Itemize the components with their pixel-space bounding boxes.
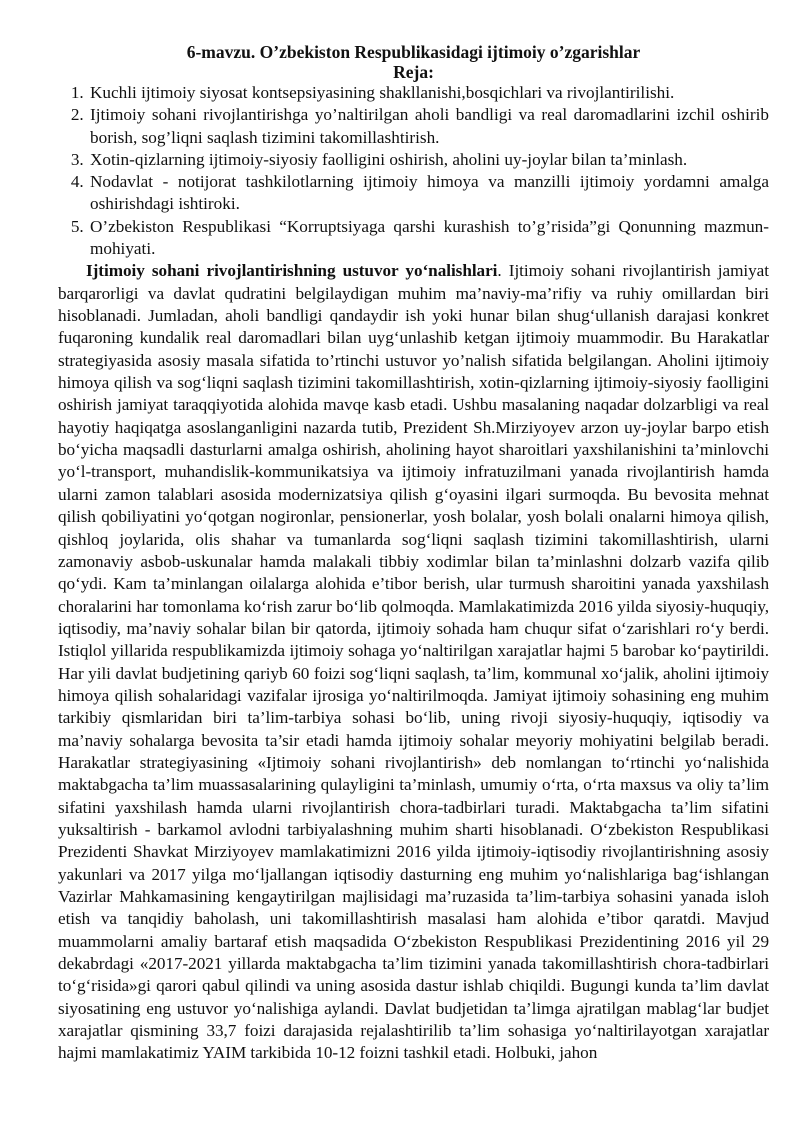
body-text: . Ijtimoiy sohani rivojlantirish jamiyat barqarorligi va davlat qudratini belgilaydigan muhim ma’naviy-ma’rifiy va ruhiy omillardan biri hisoblanadi. Jumladan, aholi bandligi qandaydir ish yoki hunar bilan shug‘ullanish darajasi konkret fuqaroning kundalik real daromadlari bilan uyg‘unlashib ketgan ijtimoiy muammodir. Bu Harakatlar strategiyasida asosiy masala sifatida to’rtinchi ustuvor yo’nalish sifatida belgilangan. Aholini ijtimoiy himoya qilish va sog‘liqni saqlash tizimini takomillashtirish, xotin-qizlarning ijtimoiy-siyosiy faolligini oshirish jamiyat taraqqiyotida alohida mavqe kasb etadi. Ushbu masalaning naqadar dolzarbligi va real hayotiy haqiqatga asoslanganligini nazarda tutib, Prezident Sh.Mirziyoyev arzon uy-joylar barpo etish bo‘yicha maqsadli dasturlarni amalga oshirish, aholining hayot sharoitlari yaxshilanishini ta’minlovchi yo‘l-transport, muhandislik-kommunikatsiya va ijtimoiy infratuzilmani yanada rivojlantirish hamda ularni zamon talablari asosida modernizatsiya qilish g‘oyasini ilgari surmoqda. Bu bevosita mehnat qilish qobiliyatini yo‘qotgan nogironlar, pensionerlar, yosh bolalar, yosh bolali onalarni himoya qilish, qishloq joylarida, olis shahar va tumanlarda sog‘liqni saqlash tizimini takomillashtirish, ularni zamonaviy asbob-uskunalar hamda malakali tibbiy xodimlar bilan ta’minlashni dolzarb vazifa qilib qo‘ydi. Kam ta’minlangan oilalarga alohida e’tibor berish, ular turmush sharoitini yanada yaxshilash choralarini har tomonlama ko‘rish zarur bo‘lib qolmoqda. Mamlakatimizda 2016 yilda siyosiy-huquqiy, iqtisodiy, ma’naviy sohalar bilan bir qatorda, ijtimoiy sohada ham chuqur sifat o‘zarishlari ro‘y berdi. Istiqlol yillarida respublikamizda ijtimoiy sohaga yo‘naltirilgan xarajatlar hajmi 5 barobar ko‘paytirildi. Har yili davlat budjetining qariyb 60 foizi sog‘liqni saqlash, ta’lim, kommunal xo‘jalik, aholini ijtimoiy himoya qilish sohalaridagi vazifalar ijrosiga yo‘naltirilmoqda. Jamiyat ijtimoiy sohasining eng muhim tarkibiy qismlaridan biri ta’lim-tarbiya sohasi bo‘lib, uning rivoji siyosiy-huquqiy, iqtisodiy va ma’naviy sohalarga bevosita ta’sir etadi hamda ijtimoiy sohalar meyoriy mohiyatini belgilab beradi. Harakatlar strategiyasining «Ijtimoiy sohani rivojlantirish» deb nomlangan to‘rtinchi yo‘nalishida maktabgacha ta’lim muassasalarining qulayligini ta’minlash, umumiy o‘rta, o‘rta maxsus va oliy ta’lim sifatini yaxshilash hamda ularni rivojlantirish chora-tadbirlari turadi. Maktabgacha ta’lim sifatini yuksaltirish - barkamol avlodni tarbiyalashning muhim sharti hisoblanadi. O‘zbekiston Respublikasi Prezidenti Shavkat Mirziyoyev mamlakatimizni 2016 yilda ijtimoiy-iqtisodiy rivojlantirishning asosiy yakunlari va 2017 yilga mo‘ljallangan iqtisodiy dasturning eng muhim yo‘nalishlariga bag‘ishlangan Vazirlar Mahkamasining kengaytirilgan majlisidagi ma’ruzasida ta’lim-tarbiya sohasini yanada isloh etish va tanqidiy baholash, uni takomillashtirish masalasi ham alohida e’tibor qaratdi. Mavjud muammolarni amaliy bartaraf etish maqsadida O‘zbekiston Respublikasi Prezidentining 2016 yil 29 dekabrdagi «2017-2021 yillarda maktabgacha ta’lim tizimini yanada takomillashtirish chora-tadbirlari to‘g‘risida»gi qarori qabul qilindi va uning asosida dastur ishlab chiqildi. Bugungi kunda ta’lim davlat siyosatining eng ustuvor yo‘nalishiga aylandi. Davlat budjetidan ta’limga ajratilgan mablag‘lar budjet xarajatlar qismining 33,7 foizi darajasida rejalashtirilib ta’lim sohasiga yo‘naltirilayotgan xarajatlar hajmi mamlakatimiz YAIM tarkibida 10-12 foizni tashkil etadi. Holbuki, jahon xyxy=(58,261,769,1063)
body-paragraph xyxy=(58,260,769,1064)
section-heading: Ijtimoiy sohani rivojlantirishning ustuvor yo‘nalishlari xyxy=(86,261,498,281)
plan-heading: Reja: xyxy=(393,62,434,82)
plan-item: 1. Kuchli ijtimoiy siyosat kontsepsiyasining shakllanishi,bosqichlari va rivojlantirilishi. xyxy=(88,82,769,104)
plan-list xyxy=(58,82,769,260)
plan-item: 4. Nodavlat - notijorat tashkilotlarning ijtimoiy himoya va manzilli ijtimoiy yordamni amalga oshirishdagi ishtiroki. xyxy=(88,171,769,216)
plan-item: 3. Xotin-qizlarning ijtimoiy-siyosiy faolligini oshirish, aholini uy-joylar bilan ta’minlash. xyxy=(88,149,769,171)
document-title: 6-mavzu. O’zbekiston Respublikasidagi ijtimoiy o’zgarishlar xyxy=(186,42,641,62)
plan-item: 2. Ijtimoiy sohani rivojlantirishga yo’naltirilgan aholi bandligi va real daromadlarini izchil oshirib borish, sog’liqni saqlash tizimini takomillashtirish. xyxy=(88,104,769,149)
plan-item: 5. O’zbekiston Respublikasi “Korruptsiyaga qarshi kurashish to’g’risida”gi Qonunning mazmun-mohiyati. xyxy=(88,216,769,261)
